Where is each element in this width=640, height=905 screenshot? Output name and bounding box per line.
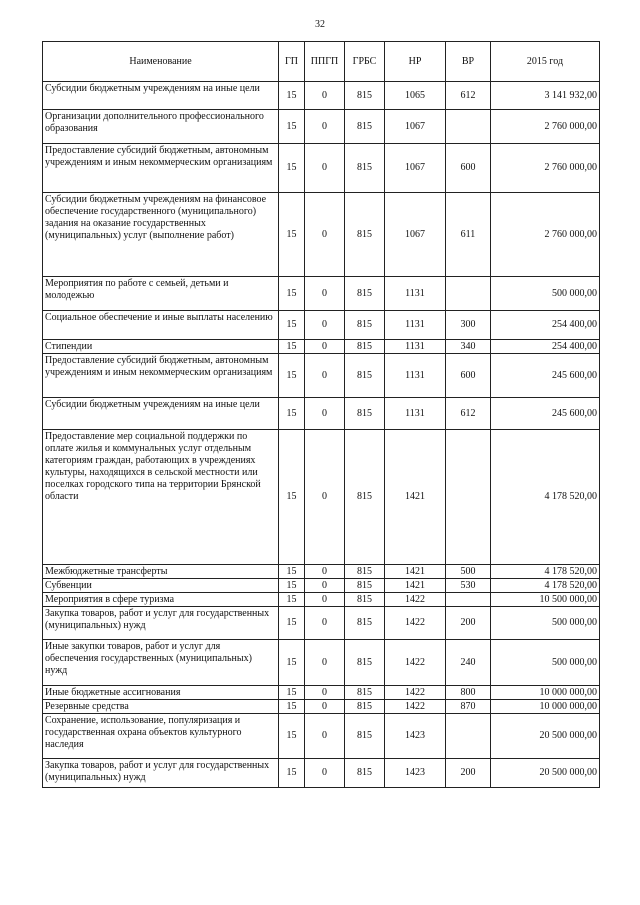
cell-grbs: 815: [345, 640, 385, 686]
cell-amount: 500 000,00: [491, 277, 600, 311]
cell-name: Мероприятия в сфере туризма: [43, 593, 279, 607]
cell-name: Иные бюджетные ассигнования: [43, 686, 279, 700]
cell-amount: 20 500 000,00: [491, 759, 600, 788]
header-grbs: ГРБС: [345, 42, 385, 82]
cell-ppgp: 0: [305, 110, 345, 144]
cell-name: Закупка товаров, работ и услуг для государственных (муниципальных) нужд: [43, 607, 279, 640]
cell-name: Стипендии: [43, 340, 279, 354]
cell-amount: 20 500 000,00: [491, 714, 600, 759]
table-row: [43, 277, 600, 311]
header-name: Наименование: [43, 42, 279, 82]
cell-nr: 1067: [385, 144, 446, 193]
cell-grbs: 815: [345, 593, 385, 607]
cell-grbs: 815: [345, 398, 385, 430]
cell-grbs: 815: [345, 430, 385, 565]
cell-vr: [446, 430, 491, 565]
cell-nr: 1065: [385, 82, 446, 110]
cell-amount: 4 178 520,00: [491, 565, 600, 579]
cell-name: Мероприятия по работе с семьей, детьми и молодежью: [43, 277, 279, 311]
cell-vr: 800: [446, 686, 491, 700]
header-vr: ВР: [446, 42, 491, 82]
budget-table: [42, 41, 600, 788]
cell-grbs: 815: [345, 82, 385, 110]
table-row: [43, 311, 600, 340]
cell-vr: 612: [446, 82, 491, 110]
cell-nr: 1067: [385, 193, 446, 277]
cell-name: Межбюджетные трансферты: [43, 565, 279, 579]
table-row: [43, 110, 600, 144]
cell-gp: 15: [279, 714, 305, 759]
cell-name: Резервные средства: [43, 700, 279, 714]
cell-nr: 1422: [385, 686, 446, 700]
cell-vr: 200: [446, 759, 491, 788]
cell-nr: 1423: [385, 759, 446, 788]
cell-grbs: 815: [345, 193, 385, 277]
cell-amount: 254 400,00: [491, 340, 600, 354]
cell-gp: 15: [279, 340, 305, 354]
header-ppgp: ППГП: [305, 42, 345, 82]
cell-gp: 15: [279, 686, 305, 700]
table-row: [43, 82, 600, 110]
cell-amount: 10 000 000,00: [491, 686, 600, 700]
table-row: [43, 565, 600, 579]
table-row: [43, 398, 600, 430]
table-row: [43, 700, 600, 714]
cell-nr: 1421: [385, 579, 446, 593]
cell-ppgp: 0: [305, 430, 345, 565]
table-row: [43, 144, 600, 193]
cell-grbs: 815: [345, 700, 385, 714]
cell-ppgp: 0: [305, 714, 345, 759]
cell-grbs: 815: [345, 759, 385, 788]
cell-ppgp: 0: [305, 607, 345, 640]
table-row: [43, 640, 600, 686]
cell-amount: 4 178 520,00: [491, 430, 600, 565]
cell-gp: 15: [279, 82, 305, 110]
cell-amount: 2 760 000,00: [491, 144, 600, 193]
cell-ppgp: 0: [305, 311, 345, 340]
cell-nr: 1421: [385, 430, 446, 565]
cell-vr: 600: [446, 354, 491, 398]
cell-amount: 4 178 520,00: [491, 579, 600, 593]
cell-amount: 10 500 000,00: [491, 593, 600, 607]
table-row: [43, 686, 600, 700]
cell-vr: 870: [446, 700, 491, 714]
cell-vr: [446, 277, 491, 311]
cell-gp: 15: [279, 144, 305, 193]
cell-gp: 15: [279, 759, 305, 788]
cell-vr: 530: [446, 579, 491, 593]
table-row: [43, 354, 600, 398]
cell-ppgp: 0: [305, 82, 345, 110]
table-row: [43, 607, 600, 640]
cell-nr: 1422: [385, 593, 446, 607]
cell-name: Закупка товаров, работ и услуг для государственных (муниципальных) нужд: [43, 759, 279, 788]
cell-ppgp: 0: [305, 593, 345, 607]
cell-grbs: 815: [345, 686, 385, 700]
cell-ppgp: 0: [305, 579, 345, 593]
cell-nr: 1422: [385, 700, 446, 714]
table-row: [43, 759, 600, 788]
cell-gp: 15: [279, 193, 305, 277]
cell-name: Субсидии бюджетным учреждениям на иные цели: [43, 398, 279, 430]
cell-name: Сохранение, использование, популяризация и государственная охрана объектов культурного наследия: [43, 714, 279, 759]
header-year: 2015 год: [491, 42, 600, 82]
cell-nr: 1131: [385, 277, 446, 311]
cell-name: Предоставление мер социальной поддержки по оплате жилья и коммунальных услуг отдельным категориям граждан, работающих в учреждениях культуры, находящихся в сельской местности или поселках городского типа на территории Брянской области: [43, 430, 279, 565]
table-row: [43, 340, 600, 354]
cell-grbs: 815: [345, 565, 385, 579]
cell-grbs: 815: [345, 277, 385, 311]
cell-ppgp: 0: [305, 398, 345, 430]
cell-nr: 1131: [385, 340, 446, 354]
cell-name: Социальное обеспечение и иные выплаты населению: [43, 311, 279, 340]
cell-grbs: 815: [345, 340, 385, 354]
cell-ppgp: 0: [305, 354, 345, 398]
cell-grbs: 815: [345, 354, 385, 398]
table-row: [43, 193, 600, 277]
cell-ppgp: 0: [305, 686, 345, 700]
table-row: [43, 430, 600, 565]
table-row: [43, 593, 600, 607]
header-gp: ГП: [279, 42, 305, 82]
page-number: 32: [315, 19, 325, 30]
cell-gp: 15: [279, 398, 305, 430]
cell-gp: 15: [279, 430, 305, 565]
cell-ppgp: 0: [305, 277, 345, 311]
cell-vr: 240: [446, 640, 491, 686]
cell-amount: 2 760 000,00: [491, 193, 600, 277]
cell-vr: 600: [446, 144, 491, 193]
cell-gp: 15: [279, 607, 305, 640]
cell-amount: 10 000 000,00: [491, 700, 600, 714]
cell-ppgp: 0: [305, 640, 345, 686]
cell-vr: 612: [446, 398, 491, 430]
cell-ppgp: 0: [305, 144, 345, 193]
cell-nr: 1131: [385, 311, 446, 340]
cell-nr: 1067: [385, 110, 446, 144]
cell-gp: 15: [279, 640, 305, 686]
cell-name: Предоставление субсидий бюджетным, автономным учреждениям и иным некоммерческим организациям: [43, 354, 279, 398]
cell-ppgp: 0: [305, 340, 345, 354]
cell-gp: 15: [279, 110, 305, 144]
cell-name: Организации дополнительного профессионального образования: [43, 110, 279, 144]
cell-vr: [446, 714, 491, 759]
cell-amount: 3 141 932,00: [491, 82, 600, 110]
cell-vr: 200: [446, 607, 491, 640]
cell-name: Иные закупки товаров, работ и услуг для обеспечения государственных (муниципальных) нужд: [43, 640, 279, 686]
cell-nr: 1422: [385, 640, 446, 686]
cell-name: Предоставление субсидий бюджетным, автономным учреждениям и иным некоммерческим организациям: [43, 144, 279, 193]
cell-gp: 15: [279, 700, 305, 714]
cell-name: Субсидии бюджетным учреждениям на иные цели: [43, 82, 279, 110]
cell-vr: 500: [446, 565, 491, 579]
cell-grbs: 815: [345, 579, 385, 593]
table-header-row: [43, 42, 600, 82]
cell-amount: 245 600,00: [491, 398, 600, 430]
cell-nr: 1131: [385, 354, 446, 398]
cell-gp: 15: [279, 565, 305, 579]
table-row: [43, 714, 600, 759]
cell-vr: 300: [446, 311, 491, 340]
cell-gp: 15: [279, 311, 305, 340]
cell-gp: 15: [279, 354, 305, 398]
cell-amount: 500 000,00: [491, 607, 600, 640]
cell-vr: [446, 110, 491, 144]
cell-grbs: 815: [345, 110, 385, 144]
cell-ppgp: 0: [305, 759, 345, 788]
table-row: [43, 579, 600, 593]
cell-vr: [446, 593, 491, 607]
cell-ppgp: 0: [305, 565, 345, 579]
cell-name: Субвенции: [43, 579, 279, 593]
cell-gp: 15: [279, 579, 305, 593]
cell-amount: 500 000,00: [491, 640, 600, 686]
cell-grbs: 815: [345, 607, 385, 640]
cell-amount: 245 600,00: [491, 354, 600, 398]
header-nr: НР: [385, 42, 446, 82]
cell-vr: 340: [446, 340, 491, 354]
cell-name: Субсидии бюджетным учреждениям на финансовое обеспечение государственного (муниципального) задания на оказание государственных (муниципальных) услуг (выполнение работ): [43, 193, 279, 277]
cell-gp: 15: [279, 277, 305, 311]
cell-ppgp: 0: [305, 700, 345, 714]
cell-amount: 2 760 000,00: [491, 110, 600, 144]
cell-nr: 1421: [385, 565, 446, 579]
cell-grbs: 815: [345, 144, 385, 193]
cell-nr: 1422: [385, 607, 446, 640]
cell-gp: 15: [279, 593, 305, 607]
cell-vr: 611: [446, 193, 491, 277]
cell-grbs: 815: [345, 311, 385, 340]
cell-amount: 254 400,00: [491, 311, 600, 340]
cell-nr: 1131: [385, 398, 446, 430]
cell-nr: 1423: [385, 714, 446, 759]
cell-grbs: 815: [345, 714, 385, 759]
cell-ppgp: 0: [305, 193, 345, 277]
